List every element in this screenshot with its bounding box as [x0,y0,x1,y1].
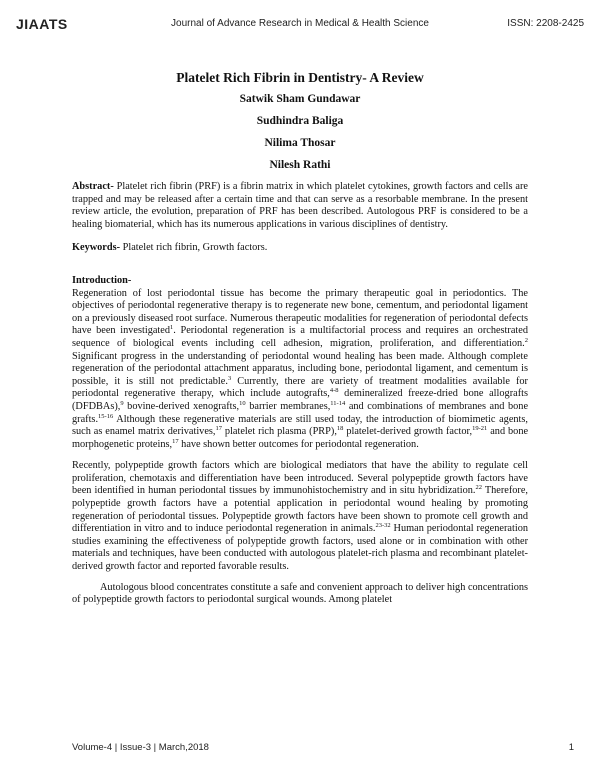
citation: 22 [475,484,482,492]
citation: 23-32 [375,522,391,530]
text-segment: . Periodontal regeneration is a multifactorial process and requires an orchestrated sequence of biological events including cell adhesion, migration, proliferation, and differentiation. [72,325,528,349]
text-segment: barrier membranes, [245,400,331,412]
citation: 18 [336,425,344,433]
text-segment: platelet-derived growth factor, [343,426,473,438]
page-header [16,16,584,38]
text-segment: and combinations of membranes and bone grafts. [72,400,529,425]
introduction-heading: Introduction- [72,274,132,286]
author-name: Sudhindra Baliga [256,115,344,127]
citation: 3 [227,374,232,382]
text-segment: demineralized freeze-dried bone allografts (DFDBAs), [72,388,528,412]
citation: 15-16 [98,412,114,420]
text-segment: Currently, there are variety of treatment modalities available for periodontal regenerative therapy, which include autografts, [72,375,528,400]
citation: 19-21 [472,425,488,433]
text-segment: have shown better outcomes for periodontal regeneration. [178,438,419,450]
citation: 11-14 [330,399,346,407]
text-segment: Regeneration of lost periodontal tissue has become the primary therapeutic goal in periodontics. The objectives of periodontal regenerative therapy is to regenerate new bone, cementum, and periodontal ligament on a previously diseased root surface. Numerous therapeutic modalities for regeneration of periodontal defects have been investigated [72,287,528,337]
intro-paragraph-1 [72,288,528,452]
text-segment: platelet rich plasma (PRP), [222,426,337,438]
intro-paragraph-3: Autologous blood concentrates constitute a safe and convenient approach to deliver high concentrations of polypeptide growth factors to periodontal surgical wounds. Among platelet [72,581,528,606]
author-name: Nilesh Rathi [269,159,331,171]
author-name: Satwik Sham Gundawar [239,93,361,105]
text-segment: and bone morphogenetic proteins, [72,426,529,450]
text-segment: Therefore, polypeptide growth factors have a potential application in periodontal wound healing by promoting regeneration of periodontal tissues. Polypeptide growth factors have been shown to promote cell growth and differentiation in vitro and to induce periodontal regeneration in animals. [72,485,529,535]
issn: ISSN: 2208-2425 [507,18,584,29]
keywords-text: Platelet rich fibrin, Growth factors. [120,242,268,254]
citation: 1 [170,324,174,332]
abstract-label: Abstract- [72,181,114,192]
keywords [72,242,528,255]
text-segment: Significant progress in the understanding of periodontal wound healing has been made. Although complete regeneration of the periodontal attachment apparatus, including bone, periodontal ligament, and cementum is possible, it is still not predictable. [72,350,528,387]
abstract-text: Platelet rich fibrin (PRF) is a fibrin matrix in which platelet cytokines, growth factors and cells are trapped and may be released after a certain time and that can serve as a resorbable membrane. In the present review article, the evolution, preparation of PRF has been described. Autologous PRF is considered to be a healing biomaterial, which has its numerous applications in various disciplines of dentistry. [72,181,528,230]
journal-logo: JIAATS [16,16,68,32]
citation: 4-8 [329,387,339,395]
citation: 17 [215,425,222,433]
journal-name: Journal of Advance Research in Medical & Health Science [171,18,429,29]
citation: 10 [239,399,246,407]
abstract [72,181,528,231]
citation: 9 [120,399,124,407]
text-segment: bovine-derived xenografts, [123,400,240,412]
text-segment: Recently, polypeptide growth factors which are biological mediators that have the ability to regulate cell proliferation, chemotaxis and differentiation have been introduced. Several polypeptide growth factors have been identified in human periodontal tissues by immunohistochemistry and in situ hybridization. [72,460,528,497]
issue-info: Volume-4 | Issue-3 | March,2018 [72,742,209,753]
keywords-label: Keywords- [72,242,121,254]
page-footer [72,742,574,758]
article-body [72,70,528,607]
author-name: Nilima Thosar [264,137,336,149]
text-segment: Human periodontal regeneration studies examining the effectiveness of polypeptide growth factors, used alone or in combination with other materials and techniques, have been conducted with autologous platelet-rich plasma and recombinant platelet-derived growth factor and reported favorable results. [72,523,528,573]
citation: 2 [524,336,528,344]
page-number: 1 [568,742,574,753]
article-title: Platelet Rich Fibrin in Dentistry- A Review [176,70,424,85]
intro-paragraph-2 [72,460,528,573]
text-segment: Although these regenerative materials are still used today, the introduction of biomimetic agents, such as enamel matrix derivatives, [72,413,528,438]
citation: 17 [172,437,179,445]
